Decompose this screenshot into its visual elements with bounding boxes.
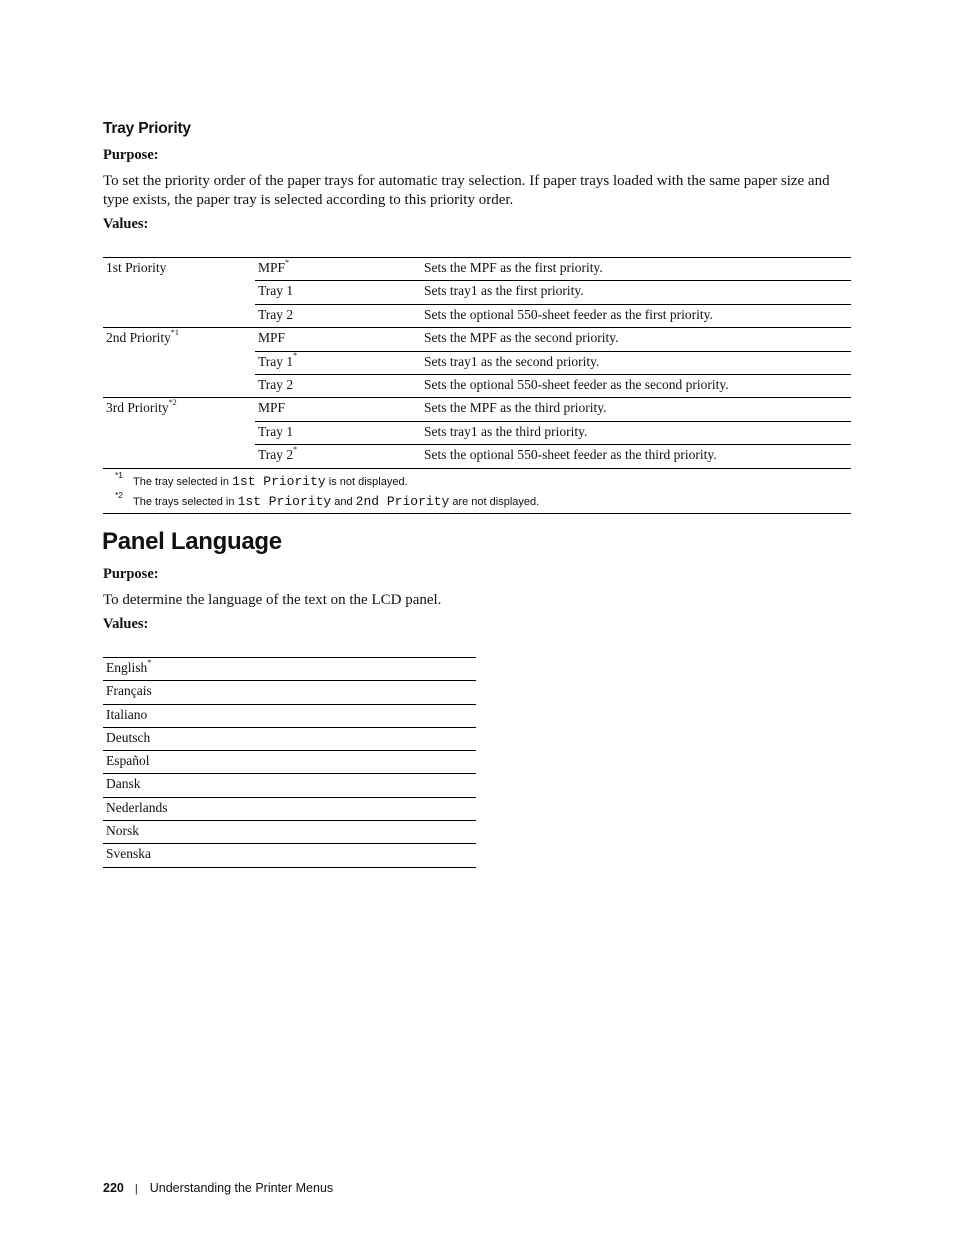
language-name: Deutsch [106, 729, 151, 745]
values-label: Values: [103, 216, 149, 232]
footnote-mark: *1 [170, 327, 179, 337]
description-cell: Sets the optional 550-sheet feeder as the second priority. [421, 374, 851, 397]
language-cell [103, 658, 476, 681]
priority-name: 3rd Priority [106, 400, 169, 416]
option-cell [255, 398, 421, 421]
option-cell [255, 374, 421, 397]
footnote-text: is not displayed. [325, 476, 408, 488]
table-row [103, 681, 476, 704]
description-cell: Sets the optional 550-sheet feeder as the first priority. [421, 304, 851, 327]
language-name: Norsk [106, 823, 139, 839]
language-cell [103, 821, 476, 844]
description-cell: Sets the MPF as the first priority. [421, 258, 851, 281]
option-name: MPF [258, 330, 286, 346]
language-name: English [106, 660, 148, 675]
table-row [103, 751, 476, 774]
language-cell [103, 727, 476, 750]
priority-cell [103, 398, 255, 468]
option-cell [255, 351, 421, 374]
footer-separator: | [134, 1183, 138, 1195]
table-row [103, 844, 476, 867]
default-mark: * [293, 351, 298, 361]
language-cell [103, 704, 476, 727]
option-name: Tray 2 [258, 306, 294, 322]
table-row [103, 821, 476, 844]
language-name: Français [106, 683, 152, 699]
table-row [103, 774, 476, 797]
purpose-text: To determine the language of the text on the LCD panel. [103, 592, 442, 608]
table-row [103, 727, 476, 750]
footnote-code: 1st Priority [232, 474, 326, 489]
table-row [103, 658, 476, 681]
default-mark: * [293, 444, 298, 454]
description-cell: Sets tray1 as the third priority. [421, 421, 851, 444]
footnote-text: The trays selected in [133, 496, 238, 508]
footnote-2 [115, 490, 540, 509]
description-cell: Sets the MPF as the third priority. [421, 398, 851, 421]
option-name: MPF [258, 260, 286, 275]
priority-cell [103, 258, 255, 328]
description-cell: Sets tray1 as the first priority. [421, 281, 851, 304]
option-cell [255, 304, 421, 327]
table-footnotes [103, 468, 851, 514]
table-row [103, 398, 851, 421]
language-cell [103, 797, 476, 820]
purpose-label: Purpose: [103, 566, 159, 582]
footnote-text: and [331, 496, 356, 508]
option-name: Tray 2 [258, 376, 294, 392]
priority-cell [103, 328, 255, 398]
footer-section-title: Understanding the Printer Menus [149, 1181, 334, 1195]
footnote-mark: *2 [168, 397, 177, 407]
description-cell: Sets the optional 550-sheet feeder as the third priority. [421, 445, 851, 468]
description-cell: Sets the MPF as the second priority. [421, 328, 851, 351]
section-heading-panel-language: Panel Language [102, 528, 282, 555]
footnote-1 [115, 470, 408, 489]
language-cell [103, 844, 476, 867]
table-row [103, 704, 476, 727]
table-row [103, 258, 851, 281]
language-cell [103, 774, 476, 797]
option-name: MPF [258, 400, 286, 416]
option-cell [255, 421, 421, 444]
language-name: Español [106, 753, 150, 769]
language-cell [103, 751, 476, 774]
default-mark: * [147, 657, 152, 667]
page-footer [103, 1181, 333, 1195]
option-name: Tray 1 [258, 283, 294, 299]
option-name: Tray 1 [258, 423, 294, 439]
language-name: Dansk [106, 776, 141, 792]
language-name: Nederlands [106, 799, 168, 815]
option-name: Tray 2 [258, 447, 294, 463]
panel-language-table [103, 657, 476, 868]
option-cell [255, 328, 421, 351]
option-cell [255, 258, 421, 281]
option-cell [255, 281, 421, 304]
footnote-mark: *2 [115, 490, 124, 500]
footnote-text: are not displayed. [449, 496, 540, 508]
section-heading-tray-priority: Tray Priority [103, 120, 191, 137]
priority-name: 2nd Priority [106, 330, 171, 346]
footnote-code: 2nd Priority [355, 494, 450, 509]
table-row [103, 797, 476, 820]
option-name: Tray 1 [258, 353, 294, 369]
tray-priority-table [103, 257, 851, 469]
option-cell [255, 445, 421, 468]
values-label: Values: [103, 616, 149, 632]
purpose-label: Purpose: [103, 147, 159, 163]
purpose-text: To set the priority order of the paper trays for automatic tray selection. If paper trays loaded with the same paper size and type exists, the paper tray is selected according to this priority order. [103, 173, 830, 208]
page-number: 220 [103, 1181, 124, 1195]
table-row [103, 328, 851, 351]
default-mark: * [285, 257, 290, 267]
priority-name: 1st Priority [106, 260, 167, 275]
footnote-mark: *1 [115, 470, 124, 480]
footnote-text: The tray selected in [133, 476, 233, 488]
language-name: Svenska [106, 846, 151, 862]
footnote-code: 1st Priority [237, 494, 332, 509]
language-name: Italiano [106, 706, 148, 722]
language-cell [103, 681, 476, 704]
description-cell: Sets tray1 as the second priority. [421, 351, 851, 374]
